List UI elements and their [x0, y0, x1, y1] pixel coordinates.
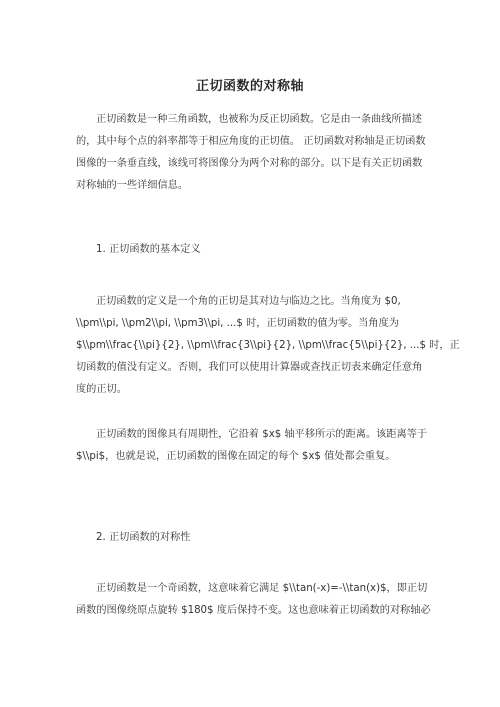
intro-line-1: 正切函数是一种三角函数，也被称为反正切函数。它是由一条曲线所描述	[96, 114, 422, 125]
section-1-heading: 1. 正切函数的基本定义	[96, 244, 201, 255]
s1p2-line-2: $\\pi$，也就是说，正切函数的图像在固定的每个 $x$ 值处都会重复。	[76, 451, 396, 462]
section-2-paragraph-1	[76, 578, 430, 622]
intro-line-2: 的，其中每个点的斜率都等于相应角度的正切值。 正切函数对称轴是正切函数	[76, 136, 426, 147]
intro-line-3: 图像的一条垂直线，该线可将图像分为两个对称的部分。以下是有关正切函数	[76, 158, 423, 169]
s2p1-line-2: 函数的图像绕原点旋转 $180$ 度后保持不变。这也意味着正切函数的对称轴必	[76, 605, 431, 616]
s1p1-line-2: \\pm\\pi, \\pm2\\pi, \\pm3\\pi, ...$ 时，正切函数的值为零。当角度为	[76, 318, 399, 329]
s1p2-line-1: 正切函数的图像具有周期性，它沿着 $x$ 轴平移所示的距离。该距离等于	[96, 429, 428, 440]
section-2-heading: 2. 正切函数的对称性	[96, 532, 191, 543]
s1p1-line-1: 正切函数的定义是一个角的正切是其对边与临边之比。当角度为 $0,	[96, 296, 401, 307]
intro-line-4: 对称轴的一些详细信息。	[76, 180, 189, 191]
section-1-paragraph-2	[76, 424, 430, 468]
section-1-paragraph-1	[76, 291, 460, 401]
s1p1-line-4: 切函数的值没有定义。否则，我们可以使用计算器或查找正切表来确定任意角	[76, 362, 423, 373]
s1p1-line-3: $\\pm\\frac{\\pi}{2}, \\pm\\frac{3\\pi}{2}, \\pm\\frac{5\\pi}{2}, ...$ 时，正	[76, 340, 460, 351]
document-title: 正切函数的对称轴	[195, 79, 304, 94]
s2p1-line-1: 正切函数是一个奇函数，这意味着它满足 $\\tan(-x)=-\\tan(x)$，即正切	[96, 583, 428, 594]
s1p1-line-5: 度的正切。	[76, 384, 127, 395]
intro-paragraph	[76, 109, 430, 197]
